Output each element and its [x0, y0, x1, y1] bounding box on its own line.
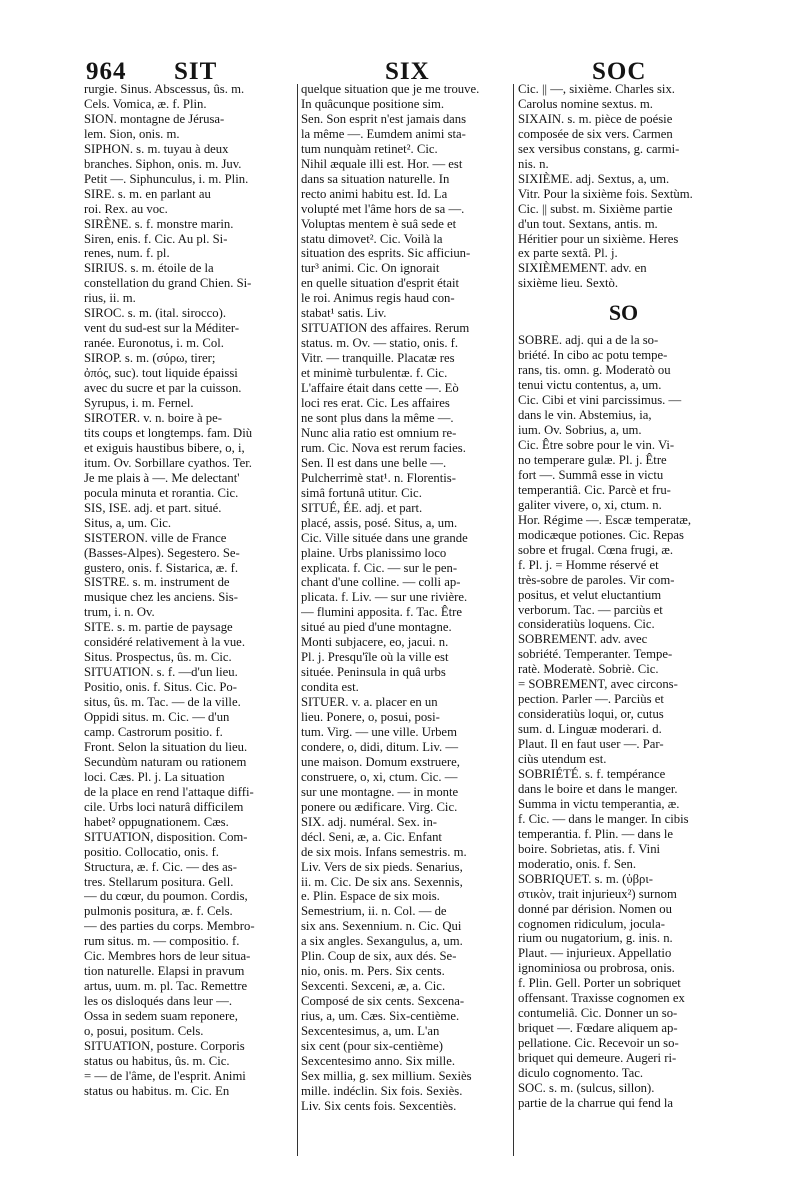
text-line: o, posui, positum. Cels.	[84, 1024, 204, 1039]
text-line: Vitr. — tranquille. Placatæ res	[301, 351, 455, 366]
text-line: Structura, æ. f. Cic. — des as-	[84, 859, 237, 874]
text-line: gustero, onis. f. Sistarica, æ. f.	[84, 560, 238, 575]
column-divider	[297, 84, 298, 1156]
text-line: camp. Castrorum positio. f.	[84, 724, 223, 739]
text-line: statu dimovet². Cic. Voilà la	[301, 231, 443, 246]
text-line: ὀπός, suc). tout liquide épaissi	[84, 366, 238, 381]
text-column-right	[518, 82, 729, 1172]
text-line: = SOBREMENT, avec circons-	[518, 677, 678, 692]
text-line: située. Peninsula in quâ urbs	[301, 665, 446, 680]
text-line: la même —. Eumdem animi sta-	[301, 126, 466, 141]
text-line: sur une montagne. — in monte	[301, 784, 459, 799]
text-line: plicata. f. Liv. — sur une rivière.	[301, 590, 468, 605]
text-line: trum, i. n. Ov.	[84, 605, 155, 620]
text-line: SITUATION, posture. Corporis	[84, 1039, 245, 1053]
text-line: tits coups et longtemps. fam. Diù	[84, 425, 253, 440]
text-line: lieu. Ponere, o, posui, posi-	[301, 710, 440, 725]
text-line: le roi. Animus regis haud con-	[301, 291, 455, 306]
text-line: SITE. s. m. partie de paysage	[84, 620, 233, 635]
text-line: habet² oppugnationem. Cæs.	[84, 814, 229, 829]
text-line: constellation du grand Chien. Si-	[84, 276, 252, 291]
text-line: quelque situation que je me trouve.	[301, 82, 480, 96]
text-line: Pulcherrimè stat¹. n. Florentis-	[301, 470, 456, 485]
text-line: Plaut. Il en faut user —. Par-	[518, 737, 664, 752]
text-line: Sexcentesimus, a, um. L'an	[301, 1024, 440, 1039]
text-line: chant d'une colline. — colli ap-	[301, 575, 461, 590]
text-line: Nunc alia ratio est omnium re-	[301, 425, 457, 440]
text-line: cile. Urbs loci naturâ difficilem	[84, 799, 244, 814]
text-line: situs, ûs. m. Tac. — de la ville.	[84, 695, 241, 710]
text-line: ne sont plus dans la même —.	[301, 410, 454, 425]
text-line: Cic. Être sobre pour le vin. Vi-	[518, 438, 675, 453]
text-line: construere, o, xi, ctum. Cic. —	[301, 769, 458, 784]
text-line: mille. indéclin. Six fois. Sexiès.	[301, 1083, 463, 1098]
text-line: Vitr. Pour la sixième fois. Sextùm.	[518, 186, 693, 201]
text-line: tion naturelle. Elapsi in pravum	[84, 964, 245, 979]
text-line: SOBREMENT. adv. avec	[518, 632, 648, 647]
text-line: plaine. Urbs planissimo loco	[301, 545, 447, 560]
text-line: ium. Ov. Sobrius, a, um.	[518, 423, 642, 438]
text-line: Oppidi situs. m. Cic. — d'un	[84, 710, 230, 725]
text-line: six ans. Sexennium. n. Cic. Qui	[301, 919, 462, 934]
text-line: une maison. Domum exstruere,	[301, 754, 460, 769]
text-line: Sexcenti. Sexceni, æ, a. Cic.	[301, 979, 446, 994]
text-line: Sen. Son esprit n'est jamais dans	[301, 111, 467, 126]
text-line: loci. Cæs. Pl. j. La situation	[84, 769, 225, 784]
text-line: SOC. s. m. (sulcus, sillon).	[518, 1081, 655, 1095]
text-line: SITUÉ, ÉE. adj. et part.	[301, 500, 423, 515]
text-line: Ossa in sedem suam reponere,	[84, 1009, 238, 1024]
text-line: SOBRE. adj. qui a de la so-	[518, 333, 659, 348]
guide-word-right: SOC	[592, 58, 647, 85]
text-line: dans sa situation naturelle. In	[301, 171, 450, 186]
text-line: six cent (pour six-centième)	[301, 1039, 443, 1053]
text-line: temperantia. f. Plin. — dans le	[518, 826, 674, 841]
text-line: Hor. Régime —. Escæ temperatæ,	[518, 512, 692, 527]
text-line: Nihil æquale illi est. Hor. — est	[301, 156, 463, 171]
text-line: moderatio, onis. f. Sen.	[518, 856, 637, 871]
text-line: SIS, ISE. adj. et part. situé.	[84, 500, 222, 515]
text-line: modicæque potiones. Cic. Repas	[518, 527, 684, 542]
text-line: Semestrium, ii. n. Col. — de	[301, 904, 447, 919]
text-line: considéré relativement à la vue.	[84, 635, 245, 650]
text-line: Secundùm naturam ou rationem	[84, 754, 247, 769]
text-line: condere, o, didi, ditum. Liv. —	[301, 739, 459, 754]
text-line: verborum. Tac. — parciùs et	[518, 602, 663, 617]
text-line: rum situs. m. — compositio. f.	[84, 934, 240, 949]
text-line: les os disloqués dans leur —.	[84, 994, 233, 1009]
text-line: nio, onis. m. Pers. Six cents.	[301, 964, 445, 979]
text-line: SISTERON. ville de France	[84, 530, 227, 545]
text-line: briquet —. Fœdare aliquem ap-	[518, 1021, 678, 1036]
text-line: en quelle situation d'esprit était	[301, 276, 460, 291]
text-line: status ou habitus. m. Cic. En	[84, 1083, 230, 1098]
guide-word-center: SIX	[385, 58, 430, 85]
text-line: Situs, a, um. Cic.	[84, 515, 172, 530]
text-line: f. Plin. Gell. Porter un sobriquet	[518, 976, 681, 991]
text-line: contumeliâ. Cic. Donner un so-	[518, 1006, 678, 1021]
text-line: ignominiosa ou probrosa, onis.	[518, 961, 675, 976]
text-line: briété. In cibo ac potu tempe-	[518, 348, 668, 363]
text-line: de six mois. Infans semestris. m.	[301, 844, 467, 859]
text-line: Plin. Coup de six, aux dés. Se-	[301, 949, 457, 964]
text-line: dans le vin. Abstemius, ia,	[518, 408, 652, 423]
section-heading: SO	[608, 300, 639, 326]
text-line: de la place en rend l'attaque diffi-	[84, 784, 254, 799]
text-line: SITUATION. s. f. —d'un lieu.	[84, 665, 238, 680]
text-line: pulmonis positura, æ. f. Cels.	[84, 904, 233, 919]
text-line: très-sobre de paroles. Vir com-	[518, 572, 675, 587]
text-line: fort —. Summâ esse in victu	[518, 467, 664, 482]
text-line: Situs. Prospectus, ûs. m. Cic.	[84, 650, 232, 665]
text-line: SITUATION des affaires. Rerum	[301, 321, 470, 336]
text-line: positio. Collocatio, onis. f.	[84, 844, 219, 859]
text-line: a six angles. Sexangulus, a, um.	[301, 934, 463, 949]
text-line: cognomen ridiculum, jocula-	[518, 916, 665, 931]
text-line: Plaut. — injurieux. Appellatio	[518, 946, 672, 961]
text-line: nis. n.	[518, 156, 549, 171]
text-line: Siren, enis. f. Cic. Au pl. Si-	[84, 231, 228, 246]
text-line: Héritier pour un sixième. Heres	[518, 231, 679, 246]
text-line: ciùs utendum est.	[518, 752, 607, 767]
text-line: SIPHON. s. m. tuyau à deux	[84, 141, 229, 156]
text-line: Petit —. Siphunculus, i. m. Plin.	[84, 171, 249, 186]
text-line: tum nunquàm retinet². Cic.	[301, 141, 438, 156]
text-line: galiter vivere, o, xi, ctum. n.	[518, 497, 662, 512]
text-line: (Basses-Alpes). Segestero. Se-	[84, 545, 240, 560]
text-line: itum. Ov. Sorbillare cyathos. Ter.	[84, 455, 252, 470]
text-line: status ou habitus, ûs. m. Cic.	[84, 1053, 230, 1068]
text-line: SOBRIÉTÉ. s. f. tempérance	[518, 766, 666, 781]
text-line: status. m. Ov. — statio, onis. f.	[301, 336, 459, 351]
text-line: SIROP. s. m. (σύρω, tirer;	[84, 351, 216, 366]
text-line: = — de l'âme, de l'esprit. Animi	[84, 1068, 246, 1083]
text-line: sixième lieu. Sextò.	[518, 276, 619, 291]
text-line: musique chez les anciens. Sis-	[84, 590, 238, 605]
text-line: SIX. adj. numéral. Sex. in-	[301, 814, 438, 829]
text-line: Cic. Cibi et vini parcissimus. —	[518, 393, 682, 408]
text-line: simâ fortunâ utitur. Cic.	[301, 485, 422, 500]
text-line: condita est.	[301, 680, 359, 695]
text-line: SION. montagne de Jérusa-	[84, 111, 225, 126]
text-line: tur³ animi. Cic. On ignorait	[301, 261, 440, 276]
text-line: Cic. Membres hors de leur situa-	[84, 949, 251, 964]
text-line: Pl. j. Presqu'île où la ville est	[301, 650, 449, 665]
text-line: L'affaire était dans cette —. Eò	[301, 381, 459, 396]
text-line: Composé de six cents. Sexcena-	[301, 994, 465, 1009]
text-line: ranée. Euronotus, i. m. Col.	[84, 336, 224, 351]
text-line: d'un tout. Sextans, antis. m.	[518, 216, 658, 231]
text-line: pection. Parler —. Parciùs et	[518, 692, 664, 707]
text-line: rum. Cic. Nova est rerum facies.	[301, 440, 466, 455]
text-line: diculo cognomento. Tac.	[518, 1066, 644, 1081]
text-line: recto animi habitu est. Id. La	[301, 186, 448, 201]
text-line: SIROC. s. m. (ital. sirocco).	[84, 306, 227, 321]
text-line: roi. Rex. au voc.	[84, 201, 168, 216]
text-line: SIRIUS. s. m. étoile de la	[84, 261, 214, 276]
text-line: SIRE. s. m. en parlant au	[84, 186, 211, 201]
text-line: — flumini apposita. f. Tac. Être	[301, 605, 462, 620]
page-number: 964	[86, 58, 127, 85]
text-line: renes, num. f. pl.	[84, 246, 170, 261]
text-line: sum. d. Linguæ moderari. d.	[518, 722, 662, 737]
text-line: composée de six vers. Carmen	[518, 126, 673, 141]
text-line: Front. Selon la situation du lieu.	[84, 739, 248, 754]
text-line: In quâcunque positione sim.	[301, 96, 445, 111]
column-right-bottom-block	[518, 333, 729, 1111]
text-line: artus, uum. m. pl. Tac. Remettre	[84, 979, 248, 994]
text-line: et exiguis haustibus bibere, o, i,	[84, 440, 245, 455]
text-line: pellatione. Cic. Recevoir un so-	[518, 1036, 679, 1051]
text-line: briquet qui demeure. Augeri ri-	[518, 1051, 677, 1066]
text-line: Summa in victu temperantia, æ.	[518, 796, 680, 811]
text-line: ponere ou ædificare. Virg. Cic.	[301, 799, 458, 814]
text-line: offensant. Traxisse cognomen ex	[518, 991, 685, 1006]
text-line: explicata. f. Cic. — sur le pen-	[301, 560, 458, 575]
text-line: et minimè turbulentæ. f. Cic.	[301, 366, 448, 381]
text-line: rius, ii. m.	[84, 291, 136, 306]
text-line: consideratiùs loqui, or, cutus	[518, 707, 664, 722]
text-line: rius, a, um. Cæs. Six-centième.	[301, 1009, 460, 1024]
text-line: SIXAIN. s. m. pièce de poésie	[518, 111, 673, 126]
text-line: Cic. || —, sixième. Charles six.	[518, 82, 675, 96]
text-line: Carolus nomine sextus. m.	[518, 96, 653, 111]
text-line: Cic. || subst. m. Sixième partie	[518, 201, 673, 216]
text-line: Syrupus, i. m. Fernel.	[84, 396, 194, 411]
text-line: no temperare gulæ. Pl. j. Être	[518, 452, 667, 467]
text-line: stabat¹ satis. Liv.	[301, 306, 387, 321]
text-line: ratè. Moderatè. Sobriè. Cic.	[518, 662, 659, 677]
text-line: e. Plin. Espace de six mois.	[301, 889, 440, 904]
text-line: positus, et velut eluctantium	[518, 587, 662, 602]
text-line: consideratiùs loquens. Cic.	[518, 617, 655, 632]
text-line: Sen. Il est dans une belle —.	[301, 455, 447, 470]
text-line: f. Pl. j. = Homme réservé et	[518, 557, 659, 572]
text-line: avec du sucre et par la cuisson.	[84, 381, 242, 396]
text-line: Positio, onis. f. Situs. Cic. Po-	[84, 680, 237, 695]
text-line: Monti subjacere, eo, jacui. n.	[301, 635, 449, 650]
text-line: — des parties du corps. Membro-	[84, 919, 255, 934]
text-line: Sex millia, g. sex millium. Sexiès	[301, 1068, 472, 1083]
text-line: partie de la charrue qui fend la	[518, 1095, 673, 1110]
text-line: rurgie. Sinus. Abscessus, ûs. m.	[84, 82, 245, 96]
text-line: sobre et frugal. Cœna frugi, æ.	[518, 542, 674, 557]
text-line: donné par dérision. Nomen ou	[518, 901, 672, 916]
text-line: SOBRIQUET. s. m. (ὑβρι-	[518, 871, 654, 886]
text-line: SIXIÈMEMENT. adv. en	[518, 261, 647, 276]
text-line: situation des esprits. Sic afficiun-	[301, 246, 471, 261]
column-right-top-block	[518, 82, 729, 291]
text-line: sobriété. Temperanter. Tempe-	[518, 647, 673, 662]
text-line: placé, assis, posé. Situs, a, um.	[301, 515, 458, 530]
text-line: tum. Virg. — une ville. Urbem	[301, 724, 457, 739]
text-line: rans, tis. omn. g. Moderatò ou	[518, 363, 671, 378]
text-line: Cels. Vomica, æ. f. Plin.	[84, 96, 207, 111]
text-line: décl. Seni, æ, a. Cic. Enfant	[301, 829, 442, 844]
text-line: ii. m. Cic. De six ans. Sexennis,	[301, 874, 463, 889]
text-line: SIXIÈME. adj. Sextus, a, um.	[518, 171, 670, 186]
text-line: loci res erat. Cic. Les affaires	[301, 396, 450, 411]
text-column-left	[84, 82, 294, 1172]
text-line: lem. Sion, onis. m.	[84, 126, 180, 141]
text-line: SIRÈNE. s. f. monstre marin.	[84, 216, 234, 231]
text-line: branches. Siphon, onis. m. Juv.	[84, 156, 242, 171]
text-line: Sexcentesimo anno. Six mille.	[301, 1053, 455, 1068]
text-line: Liv. Vers de six pieds. Senarius,	[301, 859, 463, 874]
text-line: SITUER. v. a. placer en un	[301, 695, 438, 710]
text-line: SISTRE. s. m. instrument de	[84, 575, 230, 590]
text-line: Liv. Six cents fois. Sexcentiès.	[301, 1098, 457, 1113]
text-line: f. Cic. — dans le manger. In cibis	[518, 811, 689, 826]
text-line: boire. Sobrietas, atis. f. Vini	[518, 841, 661, 856]
text-line: στικὸν, trait injurieux²) surnom	[518, 886, 677, 901]
column-divider	[513, 84, 514, 1156]
text-line: SITUATION, disposition. Com-	[84, 829, 248, 844]
text-line: tenui victu contentus, a, um.	[518, 378, 662, 393]
text-column-middle	[301, 82, 508, 1172]
text-line: situé au pied d'une montagne.	[301, 620, 452, 635]
text-line: ex parte sextâ. Pl. j.	[518, 246, 618, 261]
text-line: sex versibus constans, g. carmi-	[518, 141, 680, 156]
guide-word-left: SIT	[174, 58, 218, 85]
text-line: Je me plais à —. Me delectant'	[84, 470, 240, 485]
text-line: dans le boire et dans le manger.	[518, 781, 678, 796]
text-line: vent du sud-est sur la Méditer-	[84, 321, 240, 336]
text-line: rium ou nugatorium, g. inis. n.	[518, 931, 673, 946]
text-line: Voluptas mentem è suâ sede et	[301, 216, 457, 231]
text-line: pocula minuta et rorantia. Cic.	[84, 485, 239, 500]
text-line: Cic. Ville située dans une grande	[301, 530, 468, 545]
text-line: — du cœur, du poumon. Cordis,	[84, 889, 248, 904]
text-line: SIROTER. v. n. boire à pe-	[84, 410, 223, 425]
text-line: temperantiâ. Cic. Parcè et fru-	[518, 482, 671, 497]
text-line: volupté met l'âme hors de sa —.	[301, 201, 465, 216]
text-line: tres. Stellarum positura. Gell.	[84, 874, 234, 889]
